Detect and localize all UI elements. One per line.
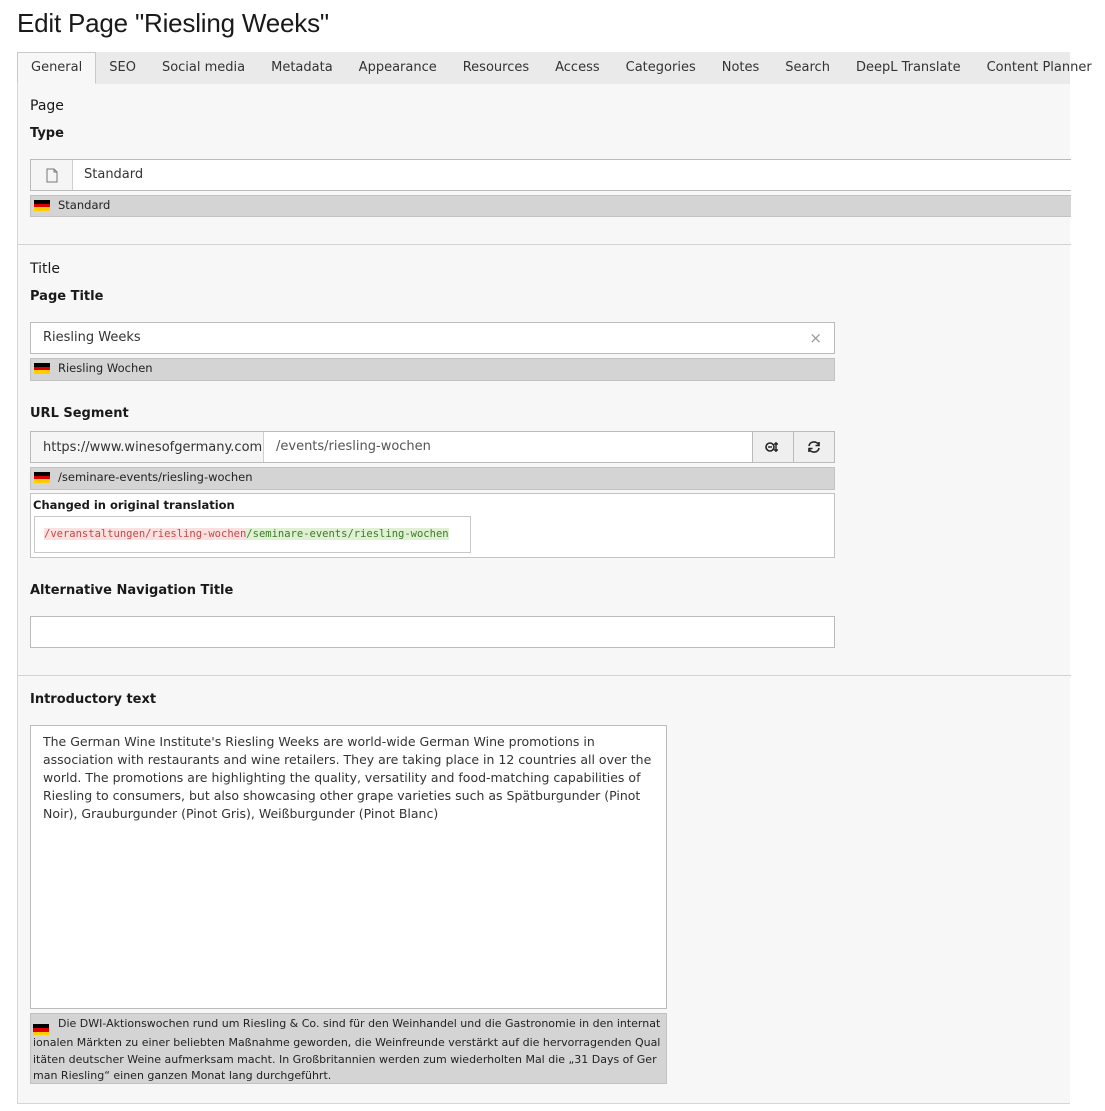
diff-removed: /veranstaltungen/riesling-wochen <box>44 528 247 540</box>
divider <box>18 675 1071 676</box>
page-title-input[interactable] <box>30 322 835 354</box>
general-tab-panel <box>17 84 1070 1104</box>
tab-content-planner[interactable]: Content Planner <box>986 60 1092 75</box>
intro-text-label: Introductory text <box>30 692 157 707</box>
tab-appearance[interactable]: Appearance <box>358 60 437 75</box>
type-translation <box>30 195 1071 217</box>
page-title-translation <box>30 358 835 381</box>
tab-seo[interactable]: SEO <box>109 60 136 75</box>
url-base-prefix: https://www.winesofgermany.com <box>31 432 264 462</box>
diff-title: Changed in original translation <box>33 498 235 512</box>
tab-categories[interactable]: Categories <box>625 60 696 75</box>
page-title-label: Page Title <box>30 289 104 304</box>
alt-nav-title-input[interactable] <box>30 616 835 648</box>
german-flag-icon <box>34 472 50 483</box>
url-segment-translation <box>30 467 835 490</box>
divider <box>18 244 1071 245</box>
tab-notes[interactable]: Notes <box>721 60 760 75</box>
alt-nav-title-label: Alternative Navigation Title <box>30 583 234 598</box>
url-segment-input[interactable]: /events/riesling-wochen <box>276 439 431 454</box>
link-edit-icon <box>765 440 781 454</box>
toggle-edit-url-button[interactable] <box>752 432 793 462</box>
title-section-title: Title <box>30 261 61 277</box>
url-segment-label: URL Segment <box>30 406 129 421</box>
tab-resources[interactable]: Resources <box>462 60 530 75</box>
german-flag-icon <box>34 200 50 211</box>
url-segment-field <box>30 431 835 463</box>
refresh-icon <box>806 440 822 454</box>
page-title-translation-text: Riesling Wochen <box>58 361 153 375</box>
tab-general[interactable]: General <box>17 52 96 84</box>
tab-bar <box>17 52 1092 85</box>
tab-metadata[interactable]: Metadata <box>271 60 333 75</box>
diff-content <box>34 516 471 553</box>
type-select[interactable] <box>30 159 1071 191</box>
document-icon <box>31 160 73 190</box>
type-label: Type <box>30 126 64 141</box>
german-flag-icon <box>33 1024 49 1035</box>
tab-social-media[interactable]: Social media <box>161 60 246 75</box>
diff-added: /seminare-events/riesling-wochen <box>246 528 449 540</box>
intro-text-translation-text: Die DWI-Aktionswochen rund um Riesling & Co. sind für den Weinhandel und die Gastronomie in den internationalen Märkten zu einer beliebten Maßnahme geworden, die Weinfreunde verstärkt auf die hervorragenden Qualitäten deutscher Weine aufmerksam macht. In Großbritannien werden zum wiederholten Mal die „31 Days of German Riesling“ einen ganzen Monat lang durchgeführt. <box>33 1017 661 1083</box>
page-section-title: Page <box>30 98 64 114</box>
tab-search[interactable]: Search <box>785 60 830 75</box>
translation-diff-box <box>30 493 835 558</box>
page-title: Edit Page "Riesling Weeks" <box>17 8 329 38</box>
tab-deepl-translate[interactable]: DeepL Translate <box>855 60 961 75</box>
clear-icon[interactable]: × <box>809 329 822 347</box>
page-title-input-value: Riesling Weeks <box>43 330 141 345</box>
intro-text-textarea[interactable]: The German Wine Institute's Riesling Weeks are world-wide German Wine promotions in association with restaurants and wine retailers. They are taking place in 12 countries all over the world. The promotions are highlighting the quality, versatility and food-matching capabilities of Riesling to consumers, but also showcasing other grape varieties such as Spätburgunder (Pinot Noir), Grauburgunder (Pinot Gris), Weißburgunder (Pinot Blanc) <box>30 725 667 1009</box>
tab-access[interactable]: Access <box>555 60 600 75</box>
url-segment-translation-text: /seminare-events/riesling-wochen <box>58 470 253 484</box>
type-translation-text: Standard <box>58 198 111 212</box>
intro-text-translation <box>30 1013 667 1084</box>
german-flag-icon <box>34 363 50 374</box>
recalculate-url-button[interactable] <box>793 432 834 462</box>
type-select-value: Standard <box>84 167 144 182</box>
